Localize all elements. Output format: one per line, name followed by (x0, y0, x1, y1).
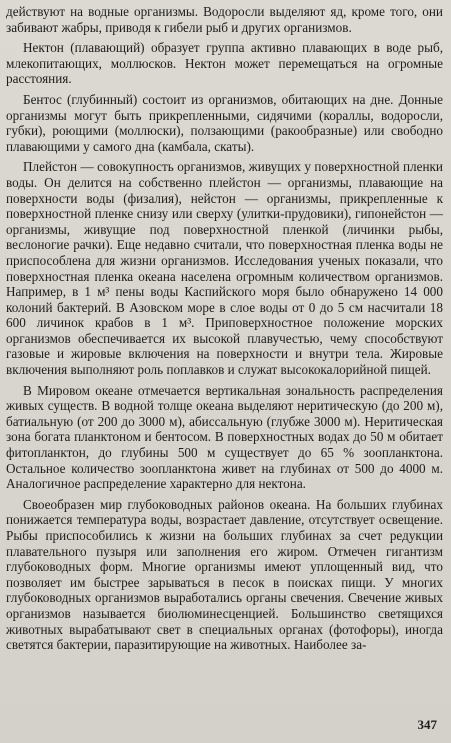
body-text (6, 4, 443, 653)
paragraph-benthos: Бентос (глубинный) состоит из организмов, обитающих на дне. Донные организмы могут быть прикрепленными, сидячими (кораллы, водоросли, губки), роющими (моллюски), ползающими (ракообразные) или свободно плавающими у самого дна (камбала, скаты). (6, 91, 443, 154)
paragraph-phytoplankton-end: действуют на водные организмы. Водоросли выделяют яд, кроме того, они забивают жабры, приводя к гибели рыб и других организмов. (6, 4, 443, 35)
paragraph-nekton: Нектон (плавающий) образует группа активно плавающих в воде рыб, млекопитающих, моллюсков. Нектон может перемещаться на огромные расстояния. (6, 40, 443, 87)
paragraph-pleuston: Плейстон — совокупность организмов, живущих у поверхностной пленки воды. Он делится на собственно плейстон — организмы, плавающие на поверхности воды (физалия), нейстон — организмы, прикрепленные к поверхностной пленке снизу или сверху (улитки-прудовики), гипонейстон — организмы, живущие под поверхностной пленкой (личинки рыбы, веслоногие рачки). Еще недавно считали, что поверхностная пленка воды не приспособлена для жизни организмов. Исследования ученых показали, что поверхностная пленка океана населена огромным количеством организмов. Например, в 1 м³ пены воды Каспийского моря было обнаружено 14 000 колоний бактерий. В Азовском море в слое воды от 0 до 5 см насчитали 18 600 личинок крабов в 1 м³. Приповерхностное положение морских организмов обеспечивается их высокой плавучестью, чему способствуют газовые и жировые включения на поверхности и внутри тела. Жировые включения выполняют роль поплавков и служат высококалорийной пищей. (6, 159, 443, 378)
paragraph-vertical-zonation: В Мировом океане отмечается вертикальная зональность распределения живых существ. В водной толще океана выделяют неритическую (до 200 м), батиальную (от 200 до 3000 м), абиссальную (глубже 3000 м). Неритическая зона богата планктоном и бентосом. В поверхностных водах до 50 м обитает фитопланктон, до глубины 500 м существует до 65 % зоопланктона. Остальное количество зоопланктона живет на глубинах от 500 до 4000 м. Аналогичное распределение характерно для нектона. (6, 382, 443, 492)
paragraph-deep-sea: Своеобразен мир глубоководных районов океана. На больших глубинах понижается температура воды, возрастает давление, отсутствует освещение. Рыбы приспособились к жизни на больших глубинах за счет редукции плавательного пузыря или заполнения его жиром. Отмечен гигантизм глубоководных форм. Многие организмы имеют уплощенный вид, что позволяет им быстрее зарываться в песок в поисках пищи. У многих глубоководных организмов выработались органы свечения. Свечение живых организмов называется биолюминесценцией. Большинство светящихся животных вырабатывают свет в специальных органах (фотофоры), иногда светятся бактерии, паразитирующие на животных. Наиболее за- (6, 496, 443, 653)
page-number: 347 (417, 717, 437, 732)
